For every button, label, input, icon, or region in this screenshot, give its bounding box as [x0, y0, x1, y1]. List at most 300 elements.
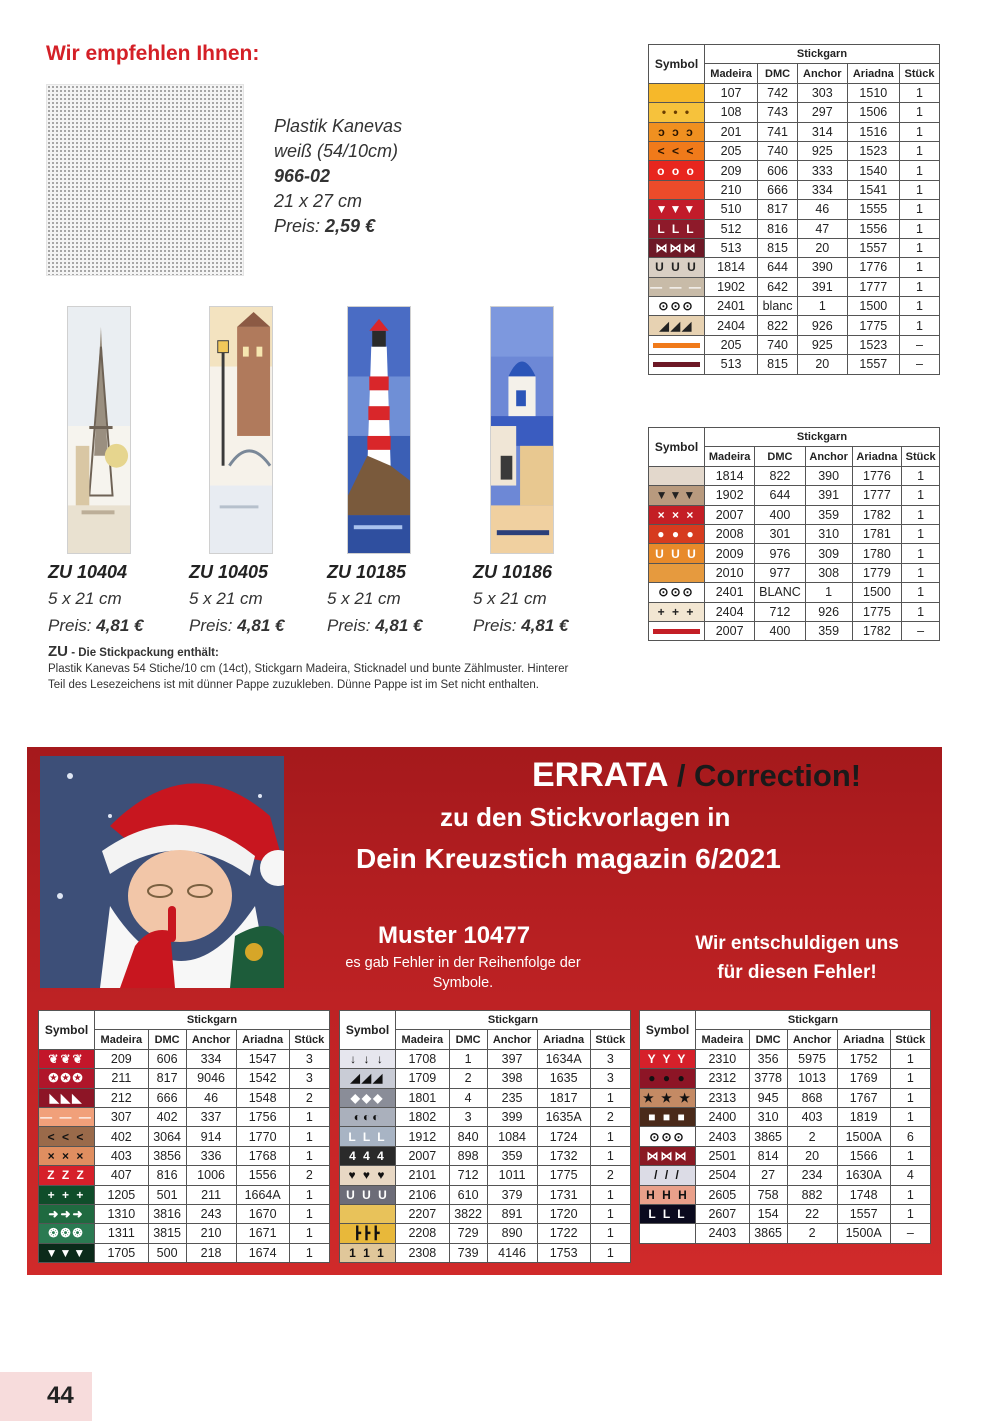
product-card [48, 562, 143, 636]
errata-subtitle-2: Dein Kreuzstich magazin 6/2021 [356, 843, 781, 874]
table-row [649, 583, 940, 602]
table-cell: 2 [289, 1166, 329, 1185]
product-price: Preis: 4,81 € [327, 616, 423, 635]
table-cell: 400 [755, 505, 805, 524]
table-row [649, 161, 940, 180]
table-cell: 1776 [847, 258, 899, 277]
table-row [640, 1127, 931, 1146]
table-cell: 20 [797, 355, 847, 374]
table-cell: 2 [449, 1069, 487, 1088]
table-cell: 2404 [705, 316, 758, 335]
thread-symbol-swatch: ● ● ● [640, 1069, 696, 1088]
table-cell: 501 [148, 1185, 186, 1204]
table-cell: 1566 [837, 1146, 890, 1165]
column-header: Ariadna [236, 1030, 289, 1049]
thread-symbol-swatch: ɔ ɔ ɔ [649, 122, 705, 141]
table-cell: blanc [758, 297, 798, 316]
table-cell: 1 [890, 1069, 930, 1088]
table-cell: 1500A [837, 1224, 890, 1243]
table-cell: 1 [890, 1107, 930, 1126]
thread-symbol-swatch: o o o [649, 161, 705, 180]
page-number: 44 [47, 1382, 74, 1409]
product-price: Preis: 4,81 € [189, 616, 285, 635]
table-cell: 1 [900, 180, 940, 199]
table-row [640, 1166, 931, 1185]
table-row [39, 1243, 330, 1262]
table-cell: 2 [590, 1107, 630, 1126]
column-header: Madeira [705, 64, 758, 83]
table-row [649, 563, 940, 582]
bookmark-street-lantern-image [209, 306, 273, 554]
table-row [340, 1166, 631, 1185]
table-cell: 1768 [236, 1146, 289, 1165]
table-cell: 27 [749, 1166, 787, 1185]
table-cell: 1006 [186, 1166, 236, 1185]
table-cell: 2607 [696, 1204, 750, 1223]
table-row [39, 1185, 330, 1204]
table-row [649, 297, 940, 316]
table-cell: 925 [797, 141, 847, 160]
pack-zu-label: ZU [48, 643, 68, 660]
thread-symbol-swatch: ┣┣┣ [340, 1224, 396, 1243]
stickgarn-group-header: Stickgarn [705, 428, 940, 447]
table-cell: 741 [758, 122, 798, 141]
table-cell: 815 [758, 238, 798, 257]
table-cell: 20 [787, 1146, 837, 1165]
table-cell: 926 [805, 602, 852, 621]
thread-symbol-swatch: ▼▼▼ [649, 486, 705, 505]
table-cell: 20 [797, 238, 847, 257]
table-cell: 1556 [847, 219, 899, 238]
table-cell: 9046 [186, 1069, 236, 1088]
table-cell: 1 [890, 1204, 930, 1223]
table-cell: 390 [805, 466, 852, 485]
table-cell: 1 [900, 219, 940, 238]
errata-title: ERRATA / Correction! [532, 756, 862, 794]
thread-table-1 [648, 44, 940, 375]
symbol-column-header: Symbol [39, 1011, 95, 1050]
pack-title: - Die Stickpackung enthält: [68, 647, 219, 659]
table-cell: 1 [890, 1049, 930, 1068]
table-row [340, 1088, 631, 1107]
muster-note: es gab Fehler in der Reihenfolge der Symbole. [345, 955, 581, 991]
table-cell: 510 [705, 200, 758, 219]
table-cell: 211 [95, 1069, 149, 1088]
pack-contents-note [48, 644, 588, 693]
table-cell: 3064 [148, 1127, 186, 1146]
table-cell: 1 [902, 583, 940, 602]
table-cell: 3865 [749, 1127, 787, 1146]
table-cell: 2207 [396, 1204, 450, 1223]
table-cell: 4146 [487, 1243, 537, 1262]
thread-symbol-swatch [649, 621, 705, 640]
table-cell: 108 [705, 103, 758, 122]
table-cell: 1542 [236, 1069, 289, 1088]
thread-symbol-swatch: < < < [649, 141, 705, 160]
table-cell: 301 [755, 524, 805, 543]
table-cell: 1817 [537, 1088, 590, 1107]
table-cell: 1 [890, 1185, 930, 1204]
table-cell: 1540 [847, 161, 899, 180]
table-cell: 402 [148, 1107, 186, 1126]
santa-claus-image [40, 756, 284, 988]
table-cell: 606 [148, 1049, 186, 1068]
table-cell: 3 [590, 1069, 630, 1088]
table-cell: 210 [705, 180, 758, 199]
table-cell: 1 [900, 161, 940, 180]
table-cell: 1 [289, 1127, 329, 1146]
column-header: DMC [755, 447, 805, 466]
table-cell: 1500 [852, 583, 902, 602]
table-cell: 1664A [236, 1185, 289, 1204]
column-header: Stück [590, 1030, 630, 1049]
errata-subtitle-1: zu den Stickvorlagen in [440, 802, 731, 832]
table-cell: 606 [758, 161, 798, 180]
thread-symbol-swatch: ▼▼▼ [39, 1243, 95, 1262]
table-cell: 1731 [537, 1185, 590, 1204]
table-row [649, 602, 940, 621]
column-header: DMC [758, 64, 798, 83]
column-header: Stück [289, 1030, 329, 1049]
table-cell: 398 [487, 1069, 537, 1088]
table-cell: 1 [449, 1049, 487, 1068]
table-cell: 1516 [847, 122, 899, 141]
symbol-column-header: Symbol [649, 428, 705, 467]
table-row [340, 1224, 631, 1243]
table-row [649, 544, 940, 563]
table-cell: 976 [755, 544, 805, 563]
table-cell: 1782 [852, 621, 902, 640]
thread-symbol-swatch: U U U [649, 544, 705, 563]
column-header: Stück [890, 1030, 930, 1049]
table-cell: 890 [487, 1224, 537, 1243]
table-cell: 758 [749, 1185, 787, 1204]
table-cell: 310 [805, 524, 852, 543]
canvas-color: weiß (54/10cm) [274, 141, 399, 161]
page-number-box [0, 1372, 92, 1421]
table-cell: 2401 [705, 583, 755, 602]
table-cell: 882 [787, 1185, 837, 1204]
thread-symbol-swatch [340, 1204, 396, 1223]
table-row [340, 1146, 631, 1165]
table-cell: 209 [95, 1049, 149, 1068]
table-cell: 2 [787, 1127, 837, 1146]
table-cell: 1541 [847, 180, 899, 199]
table-row [340, 1127, 631, 1146]
table-cell: 1 [590, 1243, 630, 1262]
table-row [39, 1224, 330, 1243]
thread-symbol-swatch [649, 83, 705, 102]
table-cell: 1780 [852, 544, 902, 563]
table-cell: 391 [805, 486, 852, 505]
thread-symbol-swatch: ⊙⊙⊙ [640, 1127, 696, 1146]
table-cell: 1547 [236, 1049, 289, 1068]
table-cell: 729 [449, 1224, 487, 1243]
table-cell: 2106 [396, 1185, 450, 1204]
table-cell: 666 [148, 1088, 186, 1107]
table-cell: 3 [449, 1107, 487, 1126]
table-cell: – [900, 335, 940, 354]
table-row [39, 1107, 330, 1126]
thread-symbol-swatch [649, 180, 705, 199]
column-header: Madeira [95, 1030, 149, 1049]
table-cell: 1777 [852, 486, 902, 505]
thread-symbol-swatch: L L L [649, 219, 705, 238]
table-cell: 1 [902, 563, 940, 582]
table-cell: 205 [705, 141, 758, 160]
thread-symbol-swatch [640, 1224, 696, 1243]
table-cell: 309 [805, 544, 852, 563]
table-cell: 1 [289, 1224, 329, 1243]
product-size: 5 x 21 cm [48, 589, 122, 608]
table-cell: 107 [705, 83, 758, 102]
table-cell: 2007 [705, 621, 755, 640]
thread-symbol-swatch [649, 335, 705, 354]
table-cell: 1 [900, 316, 940, 335]
table-cell: 1 [590, 1185, 630, 1204]
table-cell: 308 [805, 563, 852, 582]
table-cell: 977 [755, 563, 805, 582]
column-header: Stück [900, 64, 940, 83]
table-cell: 740 [758, 141, 798, 160]
table-cell: 2400 [696, 1107, 750, 1126]
table-cell: 1 [590, 1204, 630, 1223]
table-row [39, 1166, 330, 1185]
column-header: Madeira [696, 1030, 750, 1049]
column-header: Anchor [805, 447, 852, 466]
table-cell: 1775 [537, 1166, 590, 1185]
table-cell: 1674 [236, 1243, 289, 1262]
table-cell: 1634A [537, 1049, 590, 1068]
table-cell: 4 [890, 1166, 930, 1185]
table-cell: 407 [95, 1166, 149, 1185]
table-cell: 390 [797, 258, 847, 277]
table-cell: 1556 [236, 1166, 289, 1185]
table-cell: 2501 [696, 1146, 750, 1165]
table-cell: 334 [186, 1049, 236, 1068]
table-cell: 1 [900, 141, 940, 160]
table-cell: 1801 [396, 1088, 450, 1107]
table-cell: 212 [95, 1088, 149, 1107]
thread-symbol-swatch: × × × [649, 505, 705, 524]
product-code: ZU 10185 [327, 562, 407, 582]
table-cell: 5975 [787, 1049, 837, 1068]
thread-symbol-swatch: L L L [640, 1204, 696, 1223]
thread-symbol-swatch: — — — [649, 277, 705, 296]
thread-symbol-swatch: L L L [340, 1127, 396, 1146]
table-cell: 822 [758, 316, 798, 335]
table-cell: 742 [758, 83, 798, 102]
table-cell: – [900, 355, 940, 374]
product-card [327, 562, 422, 636]
table-cell: 2313 [696, 1088, 750, 1107]
table-cell: 1902 [705, 277, 758, 296]
table-cell: 1011 [487, 1166, 537, 1185]
errata-thread-table-1 [38, 1010, 330, 1263]
errata-thread-table-2 [339, 1010, 631, 1263]
table-cell: 314 [797, 122, 847, 141]
table-cell: 1 [289, 1243, 329, 1262]
product-price: Preis: 4,81 € [473, 616, 569, 635]
thread-symbol-swatch: ✪✪✪ [39, 1069, 95, 1088]
table-row [340, 1243, 631, 1262]
thread-symbol-swatch: ➜➜➜ [39, 1204, 95, 1223]
table-cell: 1013 [787, 1069, 837, 1088]
table-row [649, 524, 940, 543]
table-cell: 337 [186, 1107, 236, 1126]
table-cell: 1 [289, 1204, 329, 1223]
table-cell: 1555 [847, 200, 899, 219]
table-cell: 1 [590, 1127, 630, 1146]
stickgarn-group-header: Stickgarn [705, 45, 940, 64]
table-row [649, 258, 940, 277]
column-header: Ariadna [537, 1030, 590, 1049]
table-cell: 1635 [537, 1069, 590, 1088]
table-cell: 334 [797, 180, 847, 199]
errata-correction: / Correction! [676, 758, 862, 793]
thread-symbol-swatch [649, 563, 705, 582]
thread-symbol-swatch: U U U [649, 258, 705, 277]
column-header: Ariadna [852, 447, 902, 466]
errata-thread-table-3 [639, 1010, 931, 1244]
table-cell: 1 [900, 238, 940, 257]
table-cell: 1 [900, 103, 940, 122]
symbol-column-header: Symbol [649, 45, 705, 84]
table-cell: 822 [755, 466, 805, 485]
table-cell: 1 [590, 1088, 630, 1107]
table-cell: 513 [705, 238, 758, 257]
table-row [39, 1049, 330, 1068]
table-cell: 3865 [749, 1224, 787, 1243]
table-cell: 1557 [847, 355, 899, 374]
table-cell: 1 [289, 1185, 329, 1204]
table-row [640, 1049, 931, 1068]
table-cell: 297 [797, 103, 847, 122]
table-cell: 1 [289, 1146, 329, 1165]
thread-symbol-swatch: × × × [39, 1146, 95, 1165]
table-cell: 391 [797, 277, 847, 296]
table-cell: 1779 [852, 563, 902, 582]
table-cell: 1500A [837, 1127, 890, 1146]
table-cell: 2403 [696, 1224, 750, 1243]
table-cell: 914 [186, 1127, 236, 1146]
table-row [340, 1107, 631, 1126]
table-cell: 1902 [705, 486, 755, 505]
table-cell: 4 [449, 1088, 487, 1107]
table-cell: 1548 [236, 1088, 289, 1107]
table-cell: 1 [902, 505, 940, 524]
table-cell: 512 [705, 219, 758, 238]
table-cell: 1 [900, 297, 940, 316]
table-cell: 1 [900, 122, 940, 141]
thread-symbol-swatch: H H H [640, 1185, 696, 1204]
table-cell: 1814 [705, 258, 758, 277]
table-cell: 1 [590, 1224, 630, 1243]
table-cell: 1557 [847, 238, 899, 257]
product-code: ZU 10405 [189, 562, 269, 582]
table-cell: 1 [890, 1088, 930, 1107]
table-cell: 2008 [705, 524, 755, 543]
table-cell: 817 [148, 1069, 186, 1088]
column-header: Anchor [186, 1030, 236, 1049]
thread-symbol-swatch: ● ● ● [649, 524, 705, 543]
table-cell: – [890, 1224, 930, 1243]
thread-symbol-swatch: ▼▼▼ [649, 200, 705, 219]
table-cell: 2010 [705, 563, 755, 582]
muster-title: Muster 10477 [378, 922, 531, 949]
table-row [649, 277, 940, 296]
table-row [649, 621, 940, 640]
table-cell: 815 [758, 355, 798, 374]
table-cell: 1732 [537, 1146, 590, 1165]
table-row [640, 1107, 931, 1126]
table-cell: 1781 [852, 524, 902, 543]
table-cell: 2009 [705, 544, 755, 563]
table-cell: 1 [902, 466, 940, 485]
thread-symbol-swatch: ⋈⋈⋈ [649, 238, 705, 257]
table-row [649, 83, 940, 102]
table-row [649, 316, 940, 335]
thread-symbol-swatch: ❦❦❦ [39, 1049, 95, 1068]
thread-symbol-swatch: < < < [39, 1127, 95, 1146]
table-cell: 898 [449, 1146, 487, 1165]
table-cell: 234 [787, 1166, 837, 1185]
table-row [340, 1049, 631, 1068]
table-cell: 3822 [449, 1204, 487, 1223]
column-header: Ariadna [837, 1030, 890, 1049]
table-cell: 402 [95, 1127, 149, 1146]
table-row [39, 1127, 330, 1146]
table-cell: 1 [805, 583, 852, 602]
table-cell: 644 [758, 258, 798, 277]
thread-symbol-swatch: U U U [340, 1185, 396, 1204]
thread-symbol-swatch: ↓ ↓ ↓ [340, 1049, 396, 1068]
table-cell: 513 [705, 355, 758, 374]
thread-symbol-swatch: ⊙⊙⊙ [649, 583, 705, 602]
table-cell: 840 [449, 1127, 487, 1146]
thread-symbol-swatch: ◢◢◢ [340, 1069, 396, 1088]
stickgarn-group-header: Stickgarn [396, 1011, 631, 1030]
product-size: 5 x 21 cm [327, 589, 401, 608]
table-cell: 1753 [537, 1243, 590, 1262]
table-row [649, 200, 940, 219]
thread-symbol-swatch: ■ ■ ■ [640, 1107, 696, 1126]
thread-symbol-swatch: + + + [649, 602, 705, 621]
table-cell: 2007 [705, 505, 755, 524]
table-cell: 47 [797, 219, 847, 238]
column-header: Madeira [705, 447, 755, 466]
table-cell: 6 [890, 1127, 930, 1146]
column-header: Anchor [487, 1030, 537, 1049]
thread-symbol-swatch: ⋈⋈⋈ [640, 1146, 696, 1165]
table-cell: 926 [797, 316, 847, 335]
table-cell: 1 [900, 200, 940, 219]
table-cell: 1775 [847, 316, 899, 335]
product-size: 5 x 21 cm [189, 589, 263, 608]
table-cell: 403 [95, 1146, 149, 1165]
table-row [649, 238, 940, 257]
table-cell: 3 [590, 1049, 630, 1068]
table-cell: 1 [902, 544, 940, 563]
table-cell: 816 [148, 1166, 186, 1185]
product-card [473, 562, 568, 636]
table-row [340, 1185, 631, 1204]
table-cell: 211 [186, 1185, 236, 1204]
table-cell: 1557 [837, 1204, 890, 1223]
table-row [340, 1204, 631, 1223]
table-row [640, 1185, 931, 1204]
table-cell: 1767 [837, 1088, 890, 1107]
